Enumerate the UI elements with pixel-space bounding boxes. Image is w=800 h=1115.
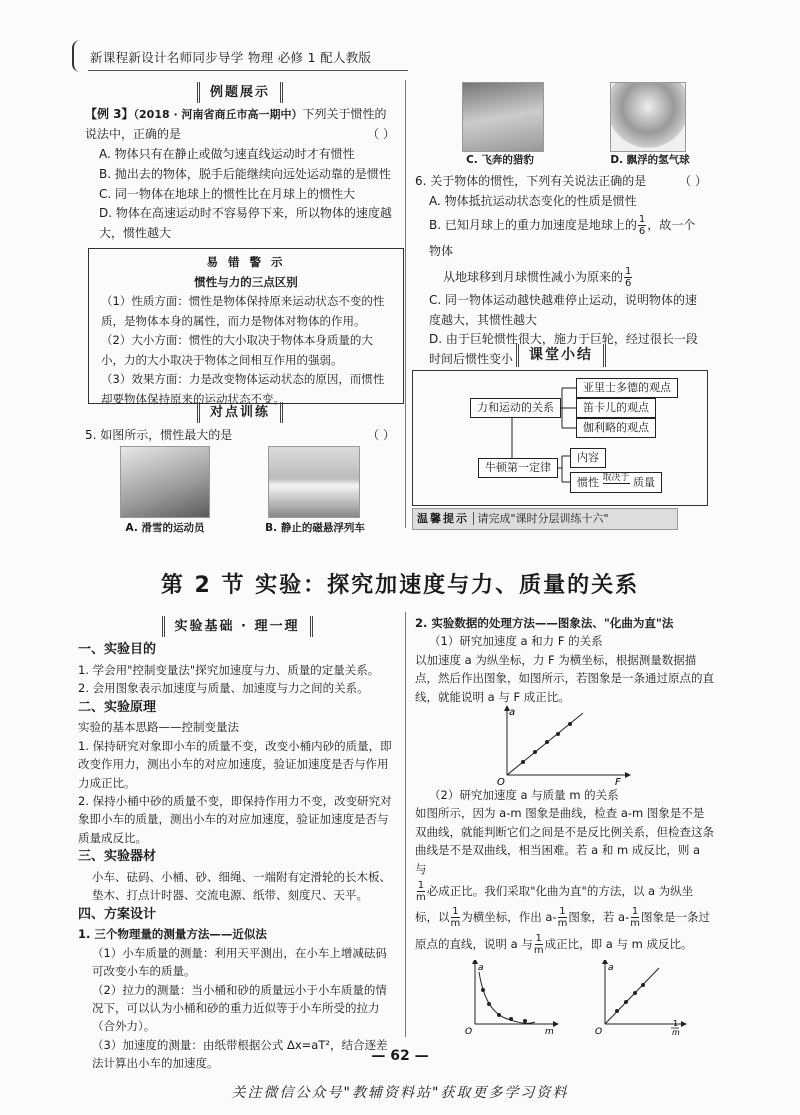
- balloon-photo: [610, 82, 686, 152]
- study-a-m-text: 如图所示，因为 a-m 图象是曲线，检查 a-m 图象是不是双曲线，就能判断它们之间是不是反比例关系，但检查这条曲线是不是双曲线，相当困难。若 a 和 m 成反比，则 a 与: [415, 806, 714, 876]
- heading-design: 四、方案设计: [78, 906, 157, 922]
- left-bottom-column: [78, 640, 396, 1073]
- axis-a-label-3: a: [608, 963, 614, 973]
- heading-equipment: 三、实验器材: [78, 849, 157, 865]
- data-method: 2. 实验数据的处理方法——图象法、"化曲为直"法: [415, 616, 674, 630]
- node-mass: 质量: [633, 476, 656, 489]
- example-source: （2018 · 河南省商丘市高一期中）: [133, 108, 303, 122]
- frac-m-5: m: [533, 944, 544, 956]
- graph-a-vs-m: [465, 960, 565, 1035]
- option-b: B. 抛出去的物体，脱手后能继续向远处运动靠的是惯性: [99, 166, 391, 181]
- summary-title: 课堂小结: [516, 344, 606, 367]
- fraction-one-sixth: [638, 214, 646, 237]
- warning-point-2: （2）大小方面：惯性的大小取决于物体本身质量的大小，力的大小取决于物体之间相互作用的强弱。: [101, 333, 373, 367]
- study-a-m: （2）研究加速度 a 与质量 m 的关系: [429, 788, 619, 802]
- text-part-2: 必成正比。我们采取"化曲为直"的方法，以 a 为纵坐标，以: [415, 883, 694, 925]
- equipment-list: 小车、砝码、小桶、砂、细绳、一端附有定滑轮的长木板、垫木、打点计时器、交流电源、纸带、刻度尺、天平。: [92, 869, 391, 903]
- goal-2: 2. 会用图象表示加速度与质量、加速度与力之间的关系。: [78, 681, 369, 696]
- frac-one-2: 1: [452, 906, 459, 918]
- frac-num-2: 1: [625, 266, 632, 278]
- option-c: C. 同一物体在地球上的惯性比在月球上的惯性大: [99, 186, 356, 201]
- error-warning-box: [88, 248, 404, 404]
- q6-option-b-part1: B. 已知月球上的重力加速度是地球上的: [429, 217, 637, 232]
- origin-label-3: O: [595, 1027, 603, 1035]
- warning-subtitle: 惯性与力的三点区别: [194, 274, 298, 289]
- tip-label: 温馨提示: [417, 512, 469, 525]
- frac-m-2: m: [450, 918, 461, 930]
- node-content: 内容: [570, 448, 606, 468]
- page-number: — 62 —: [371, 1048, 429, 1064]
- frac-m: m: [416, 891, 426, 903]
- measure-force: （2）拉力的测量：当小桶和砂的质量远小于小车质量的情况下，可以认为小桶和砂的重力近似等于小车所受的拉力（合外力）。: [92, 982, 387, 1034]
- measure-acceleration: （3）加速度的测量：由纸带根据公式 Δx=aT²，结合逐差法计算出小车的加速度。: [92, 1037, 388, 1071]
- example-label: 【例 3】: [85, 107, 134, 122]
- warm-tip-bar: [412, 508, 678, 530]
- frac-one-5: 1: [535, 932, 542, 944]
- axis-inv-m: m: [672, 1028, 680, 1035]
- caption-d: D. 飘浮的氢气球: [610, 154, 690, 166]
- frac-num: 1: [638, 213, 646, 225]
- study-a-m-text-2: [415, 878, 715, 957]
- fraction-one-sixth-2: [624, 266, 632, 289]
- axis-a-label: a: [509, 707, 516, 718]
- frac-den: 6: [638, 225, 646, 237]
- frac-one-3: 1: [559, 906, 566, 918]
- node-force-motion: 力和运动的关系: [470, 398, 561, 418]
- frac-one-4: 1: [631, 906, 639, 918]
- warning-title: 易 错 警 示: [206, 255, 286, 269]
- study-a-f: （1）研究加速度 a 和力 F 的关系: [429, 634, 603, 649]
- option-a: A. 物体只有在静止或做匀速直线运动时才有惯性: [99, 147, 355, 162]
- question-6: [415, 172, 707, 370]
- q6-option-b-part3: 从地球移到月球惯性减小为原来的: [443, 270, 624, 285]
- running-header: 新课程新设计名师同步导学 物理 必修 1 配人教版: [90, 50, 372, 65]
- frac-one-over-m-4: [630, 906, 640, 929]
- frac-one: 1: [417, 879, 425, 891]
- q6-option-c: C. 同一物体运动越快越难停止运动，说明物体的速度越大，其惯性越大: [429, 292, 698, 327]
- question-6-text: 6. 关于物体的惯性，下列有关说法正确的是: [415, 174, 647, 188]
- frac-one-over-m-1: [416, 880, 426, 903]
- graph-a-vs-inverse-m: [595, 960, 695, 1035]
- text-part-3: 为横坐标，作出 a-: [461, 910, 557, 925]
- training-title: 对点训练: [197, 402, 283, 423]
- graph-a-vs-f: [495, 705, 635, 785]
- frac-one-over-m-5: [534, 933, 544, 956]
- example-title: 例题展示: [197, 82, 283, 103]
- measure-method: 1. 三个物理量的测量方法——近似法: [78, 927, 267, 942]
- caption-b: B. 静止的磁悬浮列车: [265, 522, 365, 534]
- principle-2: 2. 保持小桶中砂的质量不变，即保持作用力不变，改变研究对象即小车的质量，测出小车的对应加速度，验证加速度是否与质量成反比。: [78, 793, 392, 845]
- node-galileo: 伽利略的观点: [576, 418, 656, 438]
- frac-one-over-m-3: [558, 906, 568, 929]
- axis-inv-one: 1: [673, 1019, 679, 1028]
- heading-principle: 二、实验原理: [78, 699, 157, 715]
- axis-m-label: m: [545, 1027, 554, 1035]
- warning-point-1: （1）性质方面：惯性是物体保持原来运动状态不变的性质，是物体本身的属性，而力是物体对物体的作用。: [101, 294, 385, 328]
- q6-option-d: D. 由于巨轮惯性很大，施力于巨轮，经过很长一段时间后惯性变小: [429, 332, 698, 367]
- question-5: [85, 426, 395, 446]
- column-divider: [405, 80, 406, 528]
- left-top-column: [85, 82, 395, 244]
- axis-a-label-2: a: [478, 963, 484, 973]
- frac-m-3: m: [557, 918, 568, 930]
- question-5-text: 5. 如图所示，惯性最大的是: [85, 428, 233, 442]
- column-divider-bottom: [405, 612, 406, 1037]
- node-inertia: 惯性: [577, 476, 599, 489]
- q6-option-b: [415, 212, 707, 291]
- caption-a: A. 滑雪的运动员: [125, 522, 205, 534]
- frac-one-over-m-2: [451, 906, 461, 929]
- skier-photo: [120, 446, 210, 518]
- node-inertia-mass: [570, 472, 662, 493]
- node-newton-first-law: 牛顿第一定律: [478, 458, 558, 478]
- answer-paren: （ ）: [367, 127, 395, 142]
- section-title: 第 2 节 实验：探究加速度与力、质量的关系: [160, 573, 640, 598]
- node-descartes: 笛卡儿的观点: [576, 398, 656, 418]
- answer-paren-6: （ ）: [679, 174, 707, 188]
- maglev-train-photo: [268, 446, 360, 518]
- axis-f-label: F: [615, 777, 621, 785]
- text-part-6: 成正比，即 a 与 m 成反比。: [544, 936, 693, 951]
- caption-c: C. 飞奔的猎豹: [466, 154, 534, 166]
- warning-point-3: （3）效果方面：力是改变物体运动状态的原因，而惯性却要物体保持原来的运动状态不变。: [101, 372, 385, 406]
- example-question: 下列关于惯性的说法中，正确的是: [85, 107, 387, 142]
- q6-option-a: A. 物体抵抗运动状态变化的性质是惯性: [429, 193, 637, 208]
- option-d: D. 物体在高速运动时不容易停下来，所以物体的速度越大，惯性越大: [99, 206, 392, 241]
- text-part-4: 图象，若 a-: [568, 910, 630, 925]
- q6-option-b-part2: ，故一个物体: [429, 217, 696, 258]
- answer-paren-5: （ ）: [367, 428, 395, 442]
- frac-m-4: m: [630, 918, 640, 930]
- goal-1: 1. 学会用"控制变量法"探究加速度与力、质量的定量关系。: [78, 662, 380, 677]
- header-bracket: [72, 40, 82, 72]
- measure-mass: （1）小车质量的测量：利用天平测出，在小车上增减砝码可改变小车的质量。: [92, 945, 387, 979]
- cheetah-photo: [462, 82, 544, 152]
- basic-idea: 实验的基本思路——控制变量法: [78, 720, 239, 735]
- header-rule: [88, 70, 408, 71]
- frac-den-2: 6: [625, 278, 632, 290]
- right-bottom-column: [415, 614, 715, 706]
- origin-label-2: O: [465, 1027, 473, 1035]
- origin-label: O: [497, 777, 505, 785]
- principle-1: 1. 保持研究对象即小车的质量不变，改变小桶内砂的质量，即改变作用力，测出小车的对应加速度，验证加速度是否与作用力成正比。: [78, 738, 392, 790]
- heading-purpose: 一、实验目的: [78, 642, 157, 657]
- tip-text: 请完成"课时分层训练十六": [473, 512, 609, 525]
- node-aristotle: 亚里士多德的观点: [576, 378, 678, 398]
- footer-note: 关注微信公众号"教辅资料站"获取更多学习资料: [231, 1085, 569, 1101]
- study-a-f-text: 以加速度 a 为纵坐标，力 F 为横坐标，根据测量数据描点，然后作出图象，如图所示，若图象是一条通过原点的直线，就能说明 a 与 F 成正比。: [415, 652, 714, 704]
- right-bottom-column-2: [415, 786, 715, 957]
- text-part-5: 图象是一条过原点的直线，说明 a 与: [415, 910, 710, 951]
- basics-title: 实验基础 · 理一理: [162, 616, 313, 637]
- node-depends-on: 取决于: [602, 473, 630, 483]
